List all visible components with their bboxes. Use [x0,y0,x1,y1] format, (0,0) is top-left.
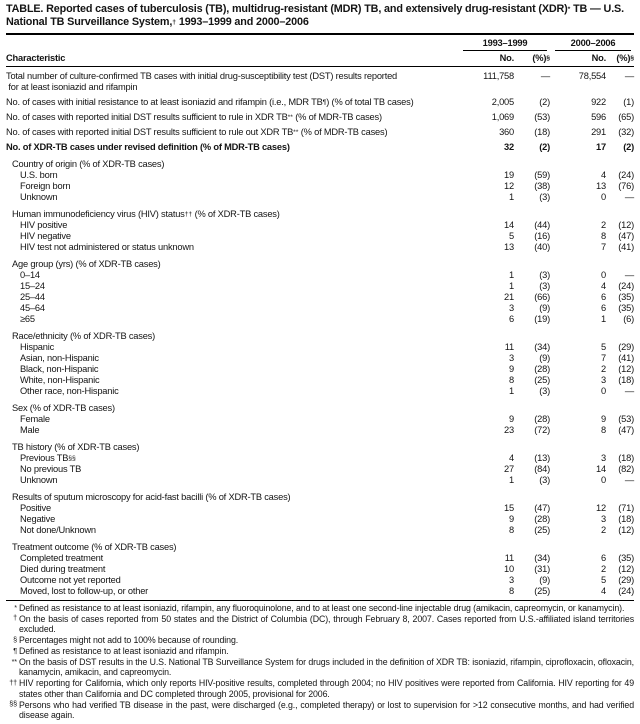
value-pct-2000: (24) [618,170,634,180]
value-pct-2000: (76) [618,181,634,191]
value-no-2000: 4 [601,586,606,596]
value-pct-2000: — [624,71,634,81]
value-no-2000: 5 [601,575,606,585]
value-pct-2000: (18) [618,375,634,385]
value-no-2000: 0 [601,475,606,485]
column-header-characteristic: Characteristic [6,53,66,63]
value-pct-2000: (82) [618,464,634,474]
row-label: No previous TB [20,464,82,474]
value-no-2000: 13 [596,181,606,191]
value-pct-2000: (47) [618,231,634,241]
table-row [6,553,634,564]
value-no-1993: 8 [509,375,514,385]
table-row [6,303,634,314]
value-no-2000: 9 [601,414,606,424]
row-label: 0–14 [20,270,40,280]
row-label: Negative [20,514,56,524]
value-pct-2000: (35) [618,292,634,302]
table-row [6,292,634,303]
value-no-2000: 0 [601,270,606,280]
table-row [6,192,634,203]
value-no-1993: 1 [509,475,514,485]
value-pct-2000: (18) [618,453,634,463]
value-pct-2000: (29) [618,575,634,585]
value-pct-1993: (84) [534,464,550,474]
table-row [6,525,634,536]
value-no-1993: 11 [504,553,514,563]
table-row [6,453,634,464]
value-pct-1993: (72) [534,425,550,435]
footnote [6,603,634,613]
footnote-marker: †† [9,677,17,687]
value-pct-2000: (47) [618,425,634,435]
value-no-2000: 596 [591,112,606,122]
value-no-1993: 32 [504,142,514,152]
row-label: 15–24 [20,281,45,291]
year-group-label: 1993–1999 [463,38,547,51]
value-pct-1993: (38) [534,181,550,191]
value-no-1993: 9 [509,414,514,424]
value-pct-1993: (9) [539,303,550,313]
row-label: Total number of culture-confirmed TB cases with initial drug-susceptibility test (DST) results reported for at least isoniazid and rifampin [6,71,398,92]
value-pct-1993: (3) [539,386,550,396]
row-label: No. of cases with initial resistance to at least isoniazid and rifampin (i.e., MDR TB¶) (% of total TB cases) [6,97,414,107]
section-mark: § [546,54,550,62]
row-label: HIV positive [20,220,68,230]
value-no-2000: 922 [591,97,606,107]
value-no-1993: 111,758 [483,71,514,81]
value-pct-2000: (29) [618,342,634,352]
year-group-1993-1999 [458,38,550,51]
table-row [6,331,634,342]
row-label: Hispanic [20,342,55,352]
table-row [6,414,634,425]
value-no-1993: 9 [509,514,514,524]
value-pct-1993: (2) [539,97,550,107]
value-pct-1993: (18) [534,127,550,137]
table-row [6,442,634,453]
footnote-text: On the basis of DST results in the U.S. National TB Surveillance System for drugs included in the definition of XDR TB: isoniazid, rifampin, ciprofloxacin, ofloxacin, kanamycin, amikacin, and capreomycin. [19,657,634,678]
table-row [6,575,634,586]
value-no-1993: 3 [509,353,514,363]
value-pct-1993: (28) [534,364,550,374]
table-row [6,270,634,281]
table-row [6,181,634,192]
value-no-2000: 3 [601,514,606,524]
table-row [6,231,634,242]
value-no-1993: 8 [509,586,514,596]
column-header-no-2000: No. [591,53,606,63]
value-no-2000: 2 [601,564,606,574]
row-label: Outcome not yet reported [20,575,121,585]
value-pct-2000: (1) [623,97,634,107]
row-label: 45–64 [20,303,45,313]
value-no-1993: 10 [504,564,514,574]
column-header-no-1993: No. [499,53,514,63]
value-pct-1993: (28) [534,414,550,424]
row-label: Asian, non-Hispanic [20,353,99,363]
value-pct-1993: (28) [534,514,550,524]
year-group-label: 2000–2006 [555,38,631,51]
value-pct-1993: (3) [539,192,550,202]
value-no-1993: 12 [504,181,514,191]
value-no-2000: 6 [601,292,606,302]
row-label: Human immunodeficiency virus (HIV) status†† (% of XDR-TB cases) [12,209,280,219]
table-row [6,142,634,153]
table-row [6,342,634,353]
table-row [6,564,634,575]
value-no-1993: 21 [504,292,514,302]
value-pct-2000: (35) [618,303,634,313]
row-label: HIV negative [20,231,71,241]
row-label: No. of cases with reported initial DST results sufficient to rule out XDR TB** (% of MDR-TB cases) [6,127,388,137]
table-row [6,514,634,525]
value-pct-2000: (6) [623,314,634,324]
footnote-marker: §§ [9,699,17,709]
value-no-1993: 19 [504,170,514,180]
table-row [6,209,634,220]
footnote-marker: ¶ [13,645,17,655]
value-pct-2000: (12) [618,220,634,230]
value-no-2000: 12 [596,503,606,513]
footnote [6,700,634,721]
value-pct-2000: (18) [618,514,634,524]
row-label: Unknown [20,475,58,485]
table-row [6,242,634,253]
row-label: Country of origin (% of XDR-TB cases) [12,159,165,169]
value-no-2000: 2 [601,525,606,535]
row-label: Other race, non-Hispanic [20,386,119,396]
footnote-marker: † [13,613,17,623]
value-no-2000: 3 [601,375,606,385]
value-no-1993: 15 [504,503,514,513]
value-no-2000: 1 [601,314,606,324]
value-pct-1993: (3) [539,475,550,485]
value-no-1993: 360 [499,127,514,137]
value-no-2000: 8 [601,425,606,435]
header-year-row [6,38,634,51]
table-row [6,97,634,108]
value-pct-1993: (66) [534,292,550,302]
value-pct-1993: (19) [534,314,550,324]
value-pct-1993: (25) [534,586,550,596]
value-no-2000: 6 [601,553,606,563]
value-no-1993: 1 [509,270,514,280]
value-pct-1993: (34) [534,342,550,352]
header-column-row [6,53,634,64]
row-label: Treatment outcome (% of XDR-TB cases) [12,542,177,552]
value-no-2000: 0 [601,192,606,202]
row-label: Unknown [20,192,58,202]
value-no-1993: 1,069 [491,112,514,122]
value-no-1993: 23 [504,425,514,435]
footnote-text: Percentages might not add to 100% because of rounding. [19,635,239,646]
value-no-2000: 7 [601,353,606,363]
value-pct-2000: — [624,192,634,202]
row-label: Moved, lost to follow-up, or other [20,586,149,596]
value-pct-2000: (53) [618,414,634,424]
footnote [6,646,634,656]
table-row [6,159,634,170]
value-no-2000: 4 [601,170,606,180]
year-group-2000-2006 [550,38,634,51]
table-row [6,353,634,364]
row-label: HIV test not administered or status unknown [20,242,194,252]
footnote-text: Persons who had verified TB disease in the past, were discharged (e.g., completed therapy) or lost to supervision for >12 consecutive months, and had verified disease again. [19,699,634,721]
table-title: TABLE. Reported cases of tuberculosis (TB), multidrug-resistant (MDR) TB, and extensively drug-resistant (XDR)* TB — U.S. National TB Surveillance System,† 1993–1999 and 2000–2006 [6,3,624,28]
value-pct-2000: (41) [618,242,634,252]
value-no-2000: 0 [601,386,606,396]
value-pct-1993: (16) [534,231,550,241]
value-pct-1993: (9) [539,575,550,585]
value-no-1993: 5 [509,231,514,241]
value-pct-1993: (40) [534,242,550,252]
row-label: TB history (% of XDR-TB cases) [12,442,140,452]
row-label: Female [20,414,50,424]
footnote [6,635,634,645]
footnotes [6,603,634,724]
value-pct-2000: (24) [618,586,634,596]
row-label: Black, non-Hispanic [20,364,99,374]
value-pct-1993: (44) [534,220,550,230]
value-pct-1993: (2) [539,142,550,152]
row-label: Died during treatment [20,564,106,574]
value-no-1993: 3 [509,575,514,585]
value-no-2000: 7 [601,242,606,252]
value-no-1993: 1 [509,281,514,291]
table-row [6,220,634,231]
value-pct-1993: (59) [534,170,550,180]
table-row [6,492,634,503]
value-pct-2000: (71) [618,503,634,513]
value-pct-2000: (12) [618,525,634,535]
value-no-2000: 5 [601,342,606,352]
table-row [6,314,634,325]
value-no-1993: 2,005 [491,97,514,107]
value-pct-2000: (35) [618,553,634,563]
row-label: Not done/Unknown [20,525,96,535]
value-no-1993: 13 [504,242,514,252]
value-pct-1993: (3) [539,270,550,280]
value-pct-2000: (41) [618,353,634,363]
value-pct-1993: (31) [534,564,550,574]
table-row [6,364,634,375]
value-pct-1993: (3) [539,281,550,291]
table-row [6,464,634,475]
value-pct-2000: — [624,386,634,396]
footnote-marker: * [14,602,17,612]
value-no-1993: 6 [509,314,514,324]
table-row [6,127,634,138]
footnote [6,614,634,635]
table-row [6,425,634,436]
row-label: Completed treatment [20,553,104,563]
value-no-2000: 3 [601,453,606,463]
value-no-2000: 291 [591,127,606,137]
table-row [6,375,634,386]
table-header [6,35,634,67]
value-pct-1993: (53) [534,112,550,122]
value-pct-1993: (34) [534,553,550,563]
value-no-2000: 14 [596,464,606,474]
footnote-text: Defined as resistance to at least isoniazid and rifampin. [19,646,229,657]
table-row [6,71,634,93]
row-label: Sex (% of XDR-TB cases) [12,403,115,413]
table-body [6,67,634,600]
footnote-marker: § [13,634,17,644]
table-row [6,112,634,123]
row-label: U.S. born [20,170,58,180]
value-no-2000: 78,554 [578,71,606,81]
value-no-1993: 11 [504,342,514,352]
table-row [6,386,634,397]
row-label: White, non-Hispanic [20,375,100,385]
row-label: Age group (yrs) (% of XDR-TB cases) [12,259,161,269]
row-label: Previous TB§§ [20,453,76,463]
column-header-pct-1993: (%)§ [532,53,550,63]
value-pct-2000: (24) [618,281,634,291]
value-no-1993: 14 [504,220,514,230]
value-no-1993: 27 [504,464,514,474]
value-no-2000: 8 [601,231,606,241]
table-row [6,403,634,414]
row-label: No. of XDR-TB cases under revised definition (% of MDR-TB cases) [6,142,290,152]
value-pct-2000: (32) [618,127,634,137]
value-no-1993: 1 [509,192,514,202]
value-no-2000: 2 [601,220,606,230]
table-row [6,281,634,292]
value-no-1993: 9 [509,364,514,374]
value-no-2000: 2 [601,364,606,374]
row-label: Foreign born [20,181,71,191]
row-label: Male [20,425,40,435]
footnote-text: Defined as resistance to at least isoniazid, rifampin, any fluoroquinolone, and to at least one second-line injectable drug (amikacin, capreomycin, or kanamycin). [19,603,625,613]
footnote [6,657,634,678]
table-row [6,503,634,514]
row-label: 25–44 [20,292,45,302]
value-pct-1993: (25) [534,525,550,535]
footnote-divider [6,600,634,601]
value-pct-2000: (12) [618,364,634,374]
table-row [6,542,634,553]
table-row [6,475,634,486]
value-pct-1993: (47) [534,503,550,513]
footnote [6,678,634,699]
column-header-pct-2000: (%)§ [616,53,634,63]
value-pct-2000: (65) [618,112,634,122]
table-row [6,259,634,270]
row-label: No. of cases with reported initial DST results sufficient to rule in XDR TB** (% of MDR-TB cases) [6,112,382,122]
value-pct-1993: (13) [534,453,550,463]
value-pct-1993: — [540,71,550,81]
section-mark: § [630,54,634,62]
value-no-2000: 17 [596,142,606,152]
value-pct-2000: — [624,270,634,280]
table-row [6,170,634,181]
row-label: Race/ethnicity (% of XDR-TB cases) [12,331,156,341]
value-no-1993: 8 [509,525,514,535]
footnote-marker: ** [11,656,17,666]
value-pct-1993: (9) [539,353,550,363]
table-row [6,586,634,597]
footnote-text: HIV reporting for California, which only reports HIV-positive results, completed through 2004; no HIV positives were reported from California. HIV reporting for 49 states other than California and DC completed through 2005, provisional for 2006. [19,678,634,699]
footnote-text: On the basis of cases reported from 50 states and the District of Columbia (DC), through February 8, 2007. Cases reported from U.S.-affiliated island territories excluded. [19,613,634,635]
value-no-1993: 3 [509,303,514,313]
value-no-1993: 1 [509,386,514,396]
value-pct-1993: (25) [534,375,550,385]
row-label: Results of sputum microscopy for acid-fast bacilli (% of XDR-TB cases) [12,492,291,502]
row-label: ≥65 [20,314,35,324]
value-pct-2000: (2) [623,142,634,152]
value-no-1993: 4 [509,453,514,463]
value-no-2000: 4 [601,281,606,291]
value-pct-2000: (12) [618,564,634,574]
row-label: Positive [20,503,51,513]
value-no-2000: 6 [601,303,606,313]
value-pct-2000: — [624,475,634,485]
